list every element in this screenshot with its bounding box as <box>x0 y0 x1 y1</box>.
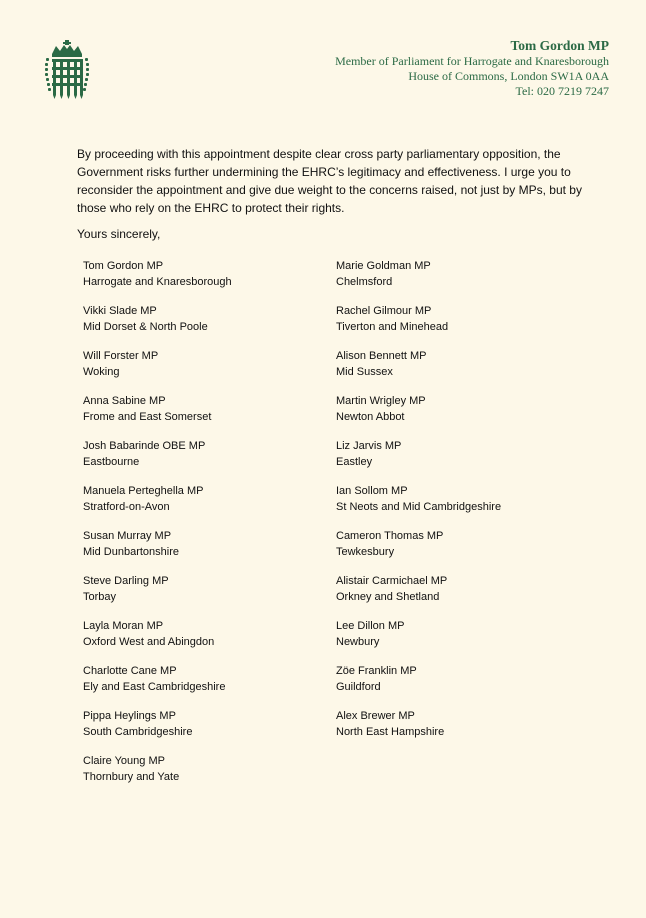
signatory-constituency: South Cambridgeshire <box>83 725 193 738</box>
letter-paragraph: By proceeding with this appointment despite clear cross party parliamentary opposition, the Government risks further undermining the EHRC’s legitimacy and effectiveness. I urge you to reconsider the appointment and give due weight to the concerns raised, not just by MPs, but by those who rely on the EHRC to protect their rights. <box>77 147 582 215</box>
signatory-name: Marie Goldman MP <box>336 260 431 272</box>
signatory <box>336 709 586 754</box>
signatory <box>336 394 586 439</box>
signatory-name: Charlotte Cane MP <box>83 665 177 677</box>
signatory-name: Liz Jarvis MP <box>336 440 402 452</box>
signatory-name: Pippa Heylings MP <box>83 710 176 722</box>
signatory <box>83 574 333 619</box>
signatory <box>336 349 586 394</box>
signatory-name: Alison Bennett MP <box>336 350 427 362</box>
letter-closing: Yours sincerely, <box>77 227 161 241</box>
signatory-constituency: Eastbourne <box>83 455 140 468</box>
signatory <box>336 484 586 529</box>
signatory-constituency: Newton Abbot <box>336 410 405 423</box>
signatory <box>83 664 333 709</box>
signatory-name: Alex Brewer MP <box>336 710 415 722</box>
signatory-constituency: Ely and East Cambridgeshire <box>83 680 226 693</box>
signatory <box>83 304 333 349</box>
signatory <box>83 259 333 304</box>
signatory-constituency: Mid Dunbartonshire <box>83 545 179 558</box>
signatory-constituency: Harrogate and Knaresborough <box>83 275 232 288</box>
signatory-constituency: St Neots and Mid Cambridgeshire <box>336 500 502 513</box>
signatory-constituency: Mid Sussex <box>336 365 393 378</box>
signatory <box>83 619 333 664</box>
signatory-constituency: Tewkesbury <box>336 545 395 558</box>
signatory-name: Cameron Thomas MP <box>336 530 444 542</box>
signatory <box>336 664 586 709</box>
signatory <box>83 709 333 754</box>
signatory <box>83 394 333 439</box>
signatory <box>83 529 333 574</box>
signatory-name: Zöe Franklin MP <box>336 665 417 677</box>
signatory-constituency: Thornbury and Yate <box>83 770 180 783</box>
signatory-name: Vikki Slade MP <box>83 305 157 317</box>
signatory-name: Anna Sabine MP <box>83 395 166 407</box>
signatory-constituency: Woking <box>83 365 120 378</box>
signatory-name: Alistair Carmichael MP <box>336 575 448 587</box>
signatory-constituency: Tiverton and Minehead <box>336 320 449 333</box>
signatory <box>336 259 586 304</box>
mp-role: Member of Parliament for Harrogate and Knaresborough <box>335 54 609 68</box>
signatory <box>83 754 333 799</box>
signatory-name: Layla Moran MP <box>83 620 164 632</box>
signatory-name: Tom Gordon MP <box>83 260 164 272</box>
signatory-name: Josh Babarinde OBE MP <box>83 440 206 452</box>
signatory <box>83 484 333 529</box>
signatory-name: Claire Young MP <box>83 755 165 767</box>
signatory-constituency: Guildford <box>336 680 381 693</box>
signatories-left-column <box>83 259 333 799</box>
signatory-constituency: North East Hampshire <box>336 725 445 738</box>
signatory-name: Manuela Perteghella MP <box>83 485 204 497</box>
signatory-name: Steve Darling MP <box>83 575 169 587</box>
signatory-name: Rachel Gilmour MP <box>336 305 432 317</box>
signatory <box>336 529 586 574</box>
signatory-name: Will Forster MP <box>83 350 159 362</box>
mp-name: Tom Gordon MP <box>510 38 609 53</box>
signatory <box>83 349 333 394</box>
signatory-constituency: Chelmsford <box>336 275 393 288</box>
signatory <box>336 574 586 619</box>
signatory-name: Ian Sollom MP <box>336 485 408 497</box>
mp-address: House of Commons, London SW1A 0AA <box>408 69 609 83</box>
signatory-name: Lee Dillon MP <box>336 620 405 632</box>
signatory-constituency: Mid Dorset & North Poole <box>83 320 208 333</box>
letterhead <box>335 38 609 99</box>
portcullis-crest-icon <box>44 40 90 100</box>
signatory <box>336 439 586 484</box>
signatory-constituency: Torbay <box>83 590 117 603</box>
signatory-constituency: Eastley <box>336 455 373 468</box>
signatory-name: Martin Wrigley MP <box>336 395 426 407</box>
signatory-constituency: Stratford-on-Avon <box>83 500 170 513</box>
signatory-constituency: Newbury <box>336 635 380 648</box>
signatory-constituency: Orkney and Shetland <box>336 590 440 603</box>
mp-telephone: Tel: 020 7219 7247 <box>515 84 609 98</box>
signatory <box>83 439 333 484</box>
signatories-right-column <box>336 259 586 754</box>
signatory <box>336 619 586 664</box>
signatory <box>336 304 586 349</box>
signatory-constituency: Frome and East Somerset <box>83 410 212 423</box>
signatory-name: Susan Murray MP <box>83 530 172 542</box>
signatory-constituency: Oxford West and Abingdon <box>83 635 215 648</box>
